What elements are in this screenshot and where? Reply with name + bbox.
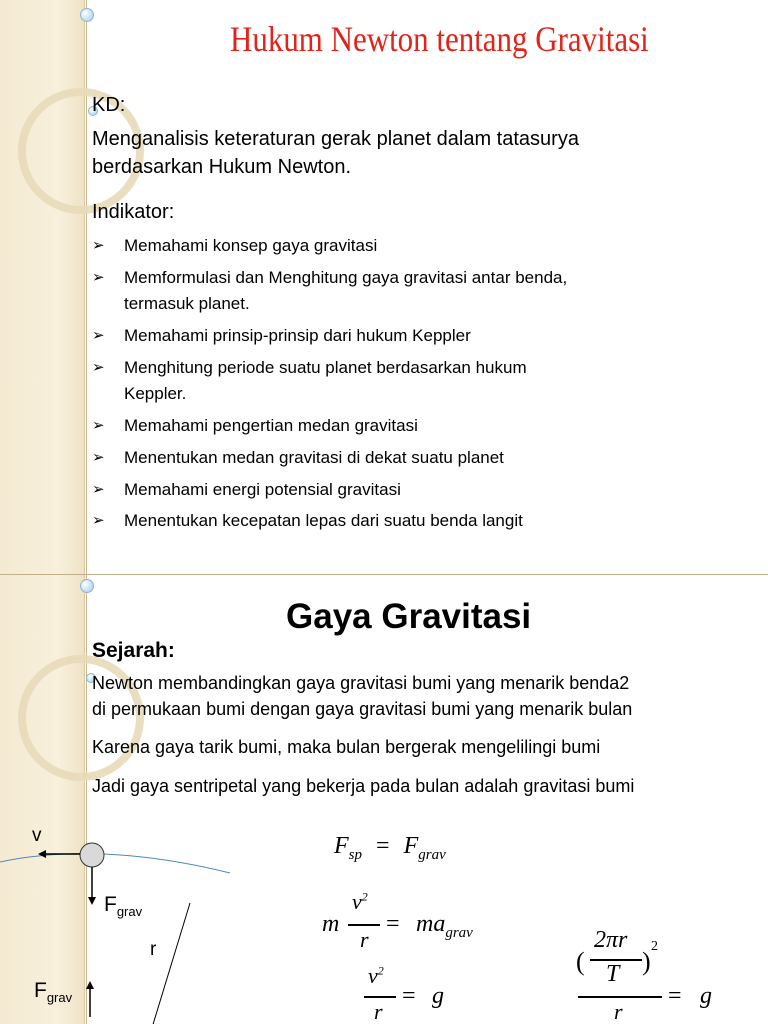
eq4-right: g bbox=[700, 983, 712, 1009]
bullet-arrow-icon: ➢ bbox=[92, 417, 105, 434]
bullet-item: Memahami pengertian medan gravitasi bbox=[124, 416, 418, 435]
indikator-label: Indikator: bbox=[92, 201, 175, 223]
kd-label: KD: bbox=[92, 94, 126, 116]
decorative-dot bbox=[80, 579, 94, 593]
paragraph-line: Newton membandingkan gaya gravitasi bumi yang menarik benda2 bbox=[92, 673, 630, 693]
radius-line bbox=[80, 903, 190, 1024]
eq2-right: $ma_{grav}$ bbox=[416, 911, 473, 941]
eq4-close-paren: ) bbox=[642, 947, 651, 976]
bullet-item: Memahami energi potensial gravitasi bbox=[124, 480, 401, 499]
eq2-m: m bbox=[322, 911, 340, 937]
eq2-fraction-bar bbox=[348, 924, 380, 926]
orbit-path bbox=[0, 854, 230, 873]
bullet-arrow-icon: ➢ bbox=[92, 269, 105, 286]
velocity-arrowhead bbox=[38, 850, 46, 858]
page-title: Hukum Newton tentang Gravitasi bbox=[230, 19, 649, 59]
eq4-inner-denominator: T bbox=[606, 961, 620, 987]
eq4-open-paren: ( bbox=[576, 947, 585, 976]
force-arrowhead-moon bbox=[88, 897, 96, 905]
eq3-fraction-bar bbox=[364, 996, 396, 998]
radius-label: r bbox=[150, 939, 157, 960]
eq3-numerator: $v^2$ bbox=[368, 963, 384, 988]
slide-gaya-gravitasi bbox=[0, 575, 768, 1024]
eq4-fraction-bar bbox=[578, 996, 662, 998]
equation-fsp-fgrav: $F_{sp} = F_{grav}$ bbox=[334, 833, 446, 863]
decorative-sidebar bbox=[0, 0, 85, 575]
paragraph-line: Jadi gaya sentripetal yang bekerja pada bulan adalah gravitasi bumi bbox=[92, 776, 635, 796]
kd-text-line2: berdasarkan Hukum Newton. bbox=[92, 156, 352, 178]
eq3-equals: = bbox=[402, 983, 416, 1009]
velocity-label: v bbox=[32, 825, 42, 846]
fgrav-label-moon: $F_{grav}$ bbox=[104, 893, 143, 919]
force-arrowhead-earth bbox=[86, 981, 94, 989]
bullet-arrow-icon: ➢ bbox=[92, 449, 105, 466]
decorative-dot bbox=[80, 8, 94, 22]
eq4-equals: = bbox=[668, 983, 682, 1009]
bullet-item: Memahami prinsip-prinsip dari hukum Keppler bbox=[124, 326, 471, 345]
bullet-arrow-icon: ➢ bbox=[92, 237, 105, 254]
page-title: Gaya Gravitasi bbox=[286, 597, 532, 636]
eq4-numerator: 2πr bbox=[594, 927, 628, 953]
paragraph-line: Karena gaya tarik bumi, maka bulan bergerak mengelilingi bumi bbox=[92, 737, 601, 757]
fgrav-label-earth: $F_{grav}$ bbox=[34, 979, 73, 1005]
paragraph-line: di permukaan bumi dengan gaya gravitasi bumi yang menarik bulan bbox=[92, 699, 633, 719]
bullet-arrow-icon: ➢ bbox=[92, 359, 105, 376]
bullet-arrow-icon: ➢ bbox=[92, 481, 105, 498]
bullet-arrow-icon: ➢ bbox=[92, 512, 105, 529]
bullet-item-continuation: Keppler. bbox=[124, 384, 187, 403]
moon-circle bbox=[80, 843, 104, 867]
kd-text-line1: Menganalisis keteraturan gerak planet dalam tatasurya bbox=[92, 128, 579, 150]
bullet-item: Menghitung periode suatu planet berdasarkan hukum bbox=[124, 358, 527, 377]
bullet-arrow-icon: ➢ bbox=[92, 327, 105, 344]
bullet-item: Memahami konsep gaya gravitasi bbox=[124, 236, 378, 255]
eq2-equals: = bbox=[386, 911, 400, 937]
eq4-denominator: r bbox=[614, 999, 623, 1024]
eq3-denominator: r bbox=[374, 999, 383, 1024]
sejarah-label: Sejarah: bbox=[92, 639, 175, 662]
bullet-item-continuation: termasuk planet. bbox=[124, 294, 250, 313]
eq2-numerator: $v^2$ bbox=[352, 889, 368, 914]
eq3-right: g bbox=[432, 983, 444, 1009]
bullet-item: Memformulasi dan Menghitung gaya gravitasi antar benda, bbox=[124, 268, 568, 287]
sidebar-border bbox=[86, 0, 87, 575]
bullet-item: Menentukan medan gravitasi di dekat suatu planet bbox=[124, 448, 504, 467]
eq4-exponent: 2 bbox=[651, 939, 658, 954]
bullet-item: Menentukan kecepatan lepas dari suatu benda langit bbox=[124, 511, 523, 530]
eq2-denominator: r bbox=[360, 927, 369, 952]
